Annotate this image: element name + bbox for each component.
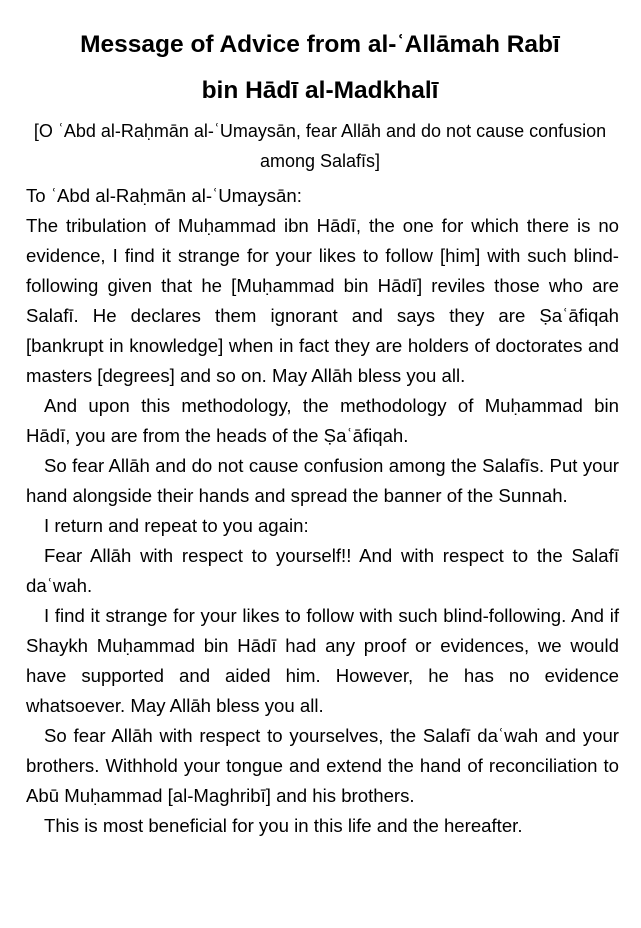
body-paragraph: And upon this methodology, the methodology of Muḥammad bin Hādī, you are from the heads of the Ṣaʿāfiqah. — [26, 395, 619, 446]
document-subtitle: [O ʿAbd al-Raḥmān al-ʿUmaysān, fear Allāh and do not cause confusion among Salafīs] — [33, 121, 607, 171]
document-title — [20, 22, 620, 114]
body-paragraph: I return and repeat to you again: — [44, 515, 309, 536]
title-line-1: Message of Advice from al-ʿAllāmah Rabī — [80, 31, 560, 58]
closing-paragraph: This is most beneficial for you in this life and the hereafter. — [44, 815, 523, 836]
document-body — [26, 181, 619, 841]
body-paragraph: I find it strange for your likes to follow with such blind-following. And if Shaykh Muḥammad bin Hādī had any proof or evidences, we would have supported and aided him. However, he has no evidence whatsoever. May Allāh bless you all. — [26, 605, 619, 716]
body-paragraph: The tribulation of Muḥammad ibn Hādī, the one for which there is no evidence, I find it strange for your likes to follow [him] with such blind-following given that he [Muḥammad bin Hādī] reviles those who are Salafī. He declares them ignorant and says they are Ṣaʿāfiqah [bankrupt in knowledge] when in fact they are holders of doctorates and masters [degrees] and so on. May Allāh bless you all. — [26, 215, 619, 386]
title-line-2: bin Hādī al-Madkhalī — [201, 77, 439, 104]
salutation-paragraph: To ʿAbd al-Raḥmān al-ʿUmaysān: — [26, 185, 302, 206]
body-paragraph: Fear Allāh with respect to yourself!! And with respect to the Salafī daʿwah. — [26, 545, 619, 596]
body-paragraph: So fear Allāh with respect to yourselves, the Salafī daʿwah and your brothers. Withhold your tongue and extend the hand of reconciliation to Abū Muḥammad [al-Maghribī] and his brothers. — [26, 725, 619, 806]
body-paragraph: So fear Allāh and do not cause confusion among the Salafīs. Put your hand alongside their hands and spread the banner of the Sunnah. — [26, 455, 619, 506]
